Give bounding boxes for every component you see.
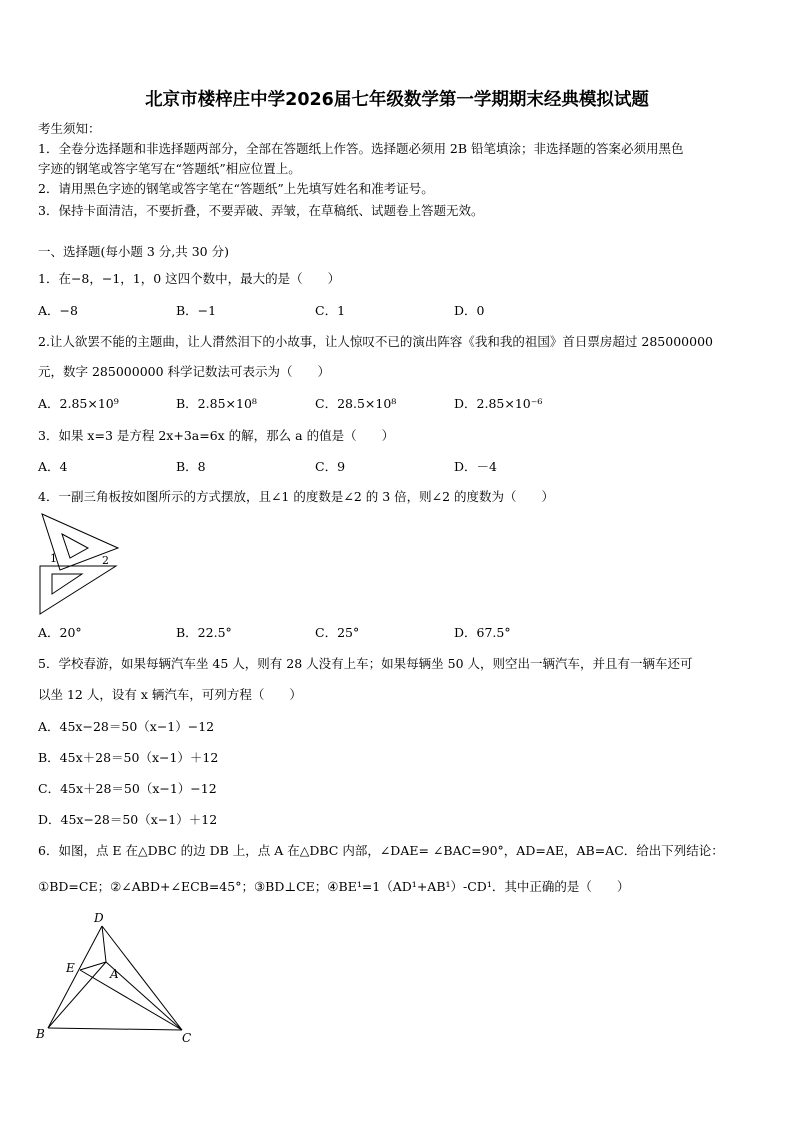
- q2-stem-a: 2.让人欲罢不能的主题曲，让人潸然泪下的小故事，让人惊叹不已的演出阵容《我和我的祖国》首日票房超过 285000000: [38, 334, 713, 349]
- angle-1-label: 1: [50, 552, 57, 565]
- q5-stem-a: 5．学校春游，如果每辆汽车坐 45 人，则有 28 人没有上车；如果每辆坐 50 人，则空出一辆汽车，并且有一辆车还可: [38, 656, 693, 671]
- q1-stem: 1．在−8，−1，1，0 这四个数中，最大的是（ ）: [38, 271, 341, 286]
- q4-option-d[interactable]: D．67.5°: [454, 625, 511, 640]
- q4-option-b[interactable]: B．22.5°: [176, 625, 232, 640]
- q1-option-d[interactable]: D．0: [454, 303, 485, 318]
- q3-option-c[interactable]: C．9: [315, 459, 346, 474]
- q2-option-b[interactable]: B．2.85×10⁸: [176, 396, 257, 411]
- vertex-d-label: D: [94, 911, 104, 925]
- q5-option-c[interactable]: C．45x＋28＝50（x−1）−12: [38, 781, 217, 796]
- vertex-e-label: E: [66, 961, 75, 975]
- q2-option-c[interactable]: C．28.5×10⁸: [315, 396, 397, 411]
- q4-stem: 4．一副三角板按如图所示的方式摆放，且∠1 的度数是∠2 的 3 倍，则∠2 的度数为（ ）: [38, 489, 555, 504]
- q4-option-c[interactable]: C．25°: [315, 625, 360, 640]
- q5-stem-b: 以坐 12 人，设有 x 辆汽车，可列方程（ ）: [38, 687, 302, 702]
- vertex-c-label: C: [182, 1031, 192, 1045]
- q6-stem-b: ①BD=CE；②∠ABD+∠ECB=45°；③BD⊥CE；④BE¹=1（AD¹+AB¹）-CD¹．其中正确的是（ ）: [38, 879, 630, 894]
- vertex-a-label: A: [110, 967, 119, 981]
- notice-item-1a: 1．全卷分选择题和非选择题两部分，全部在答题纸上作答。选择题必须用 2B 铅笔填涂；非选择题的答案必须用黑色: [38, 141, 684, 156]
- notice-item-3: 3．保持卡面清洁，不要折叠，不要弄破、弄皱，在草稿纸、试题卷上答题无效。: [38, 203, 484, 218]
- notice-heading: 考生须知：: [38, 121, 101, 136]
- set-square-figure: [36, 510, 126, 618]
- triangle-dbc-figure: [30, 908, 210, 1048]
- q1-option-a[interactable]: A．−8: [38, 303, 78, 318]
- vertex-b-label: B: [36, 1027, 45, 1041]
- q5-option-b[interactable]: B．45x＋28＝50（x−1）＋12: [38, 750, 219, 765]
- angle-2-label: 2: [102, 554, 109, 567]
- q2-stem-b: 元，数字 285000000 科学记数法可表示为（ ）: [38, 364, 331, 379]
- q6-stem-a: 6．如图，点 E 在△DBC 的边 DB 上，点 A 在△DBC 内部，∠DAE= ∠BAC=90°，AD=AE，AB=AC．给出下列结论：: [38, 843, 724, 858]
- notice-item-2: 2．请用黑色字迹的钢笔或答字笔在“答题纸”上先填写姓名和准考证号。: [38, 181, 434, 196]
- q5-option-a[interactable]: A．45x−28＝50（x−1）−12: [38, 719, 215, 734]
- q5-option-d[interactable]: D．45x−28＝50（x−1）＋12: [38, 812, 218, 827]
- q3-option-b[interactable]: B．8: [176, 459, 206, 474]
- q3-option-d[interactable]: D．－4: [454, 459, 497, 474]
- q2-option-a[interactable]: A．2.85×10⁹: [38, 396, 119, 411]
- q4-option-a[interactable]: A．20°: [38, 625, 82, 640]
- q1-option-b[interactable]: B．−1: [176, 303, 217, 318]
- q1-option-c[interactable]: C．1: [315, 303, 346, 318]
- q3-option-a[interactable]: A．4: [38, 459, 68, 474]
- q2-option-d[interactable]: D．2.85×10⁻⁶: [454, 396, 543, 411]
- notice-item-1b: 字迹的钢笔或答字笔写在“答题纸”相应位置上。: [38, 161, 301, 176]
- q3-stem: 3．如果 x=3 是方程 2x+3a=6x 的解，那么 a 的值是（ ）: [38, 428, 395, 443]
- page-title: 北京市楼梓庄中学2026届七年级数学第一学期期末经典模拟试题: [145, 90, 649, 110]
- section-heading: 一、选择题(每小题 3 分,共 30 分): [38, 244, 229, 259]
